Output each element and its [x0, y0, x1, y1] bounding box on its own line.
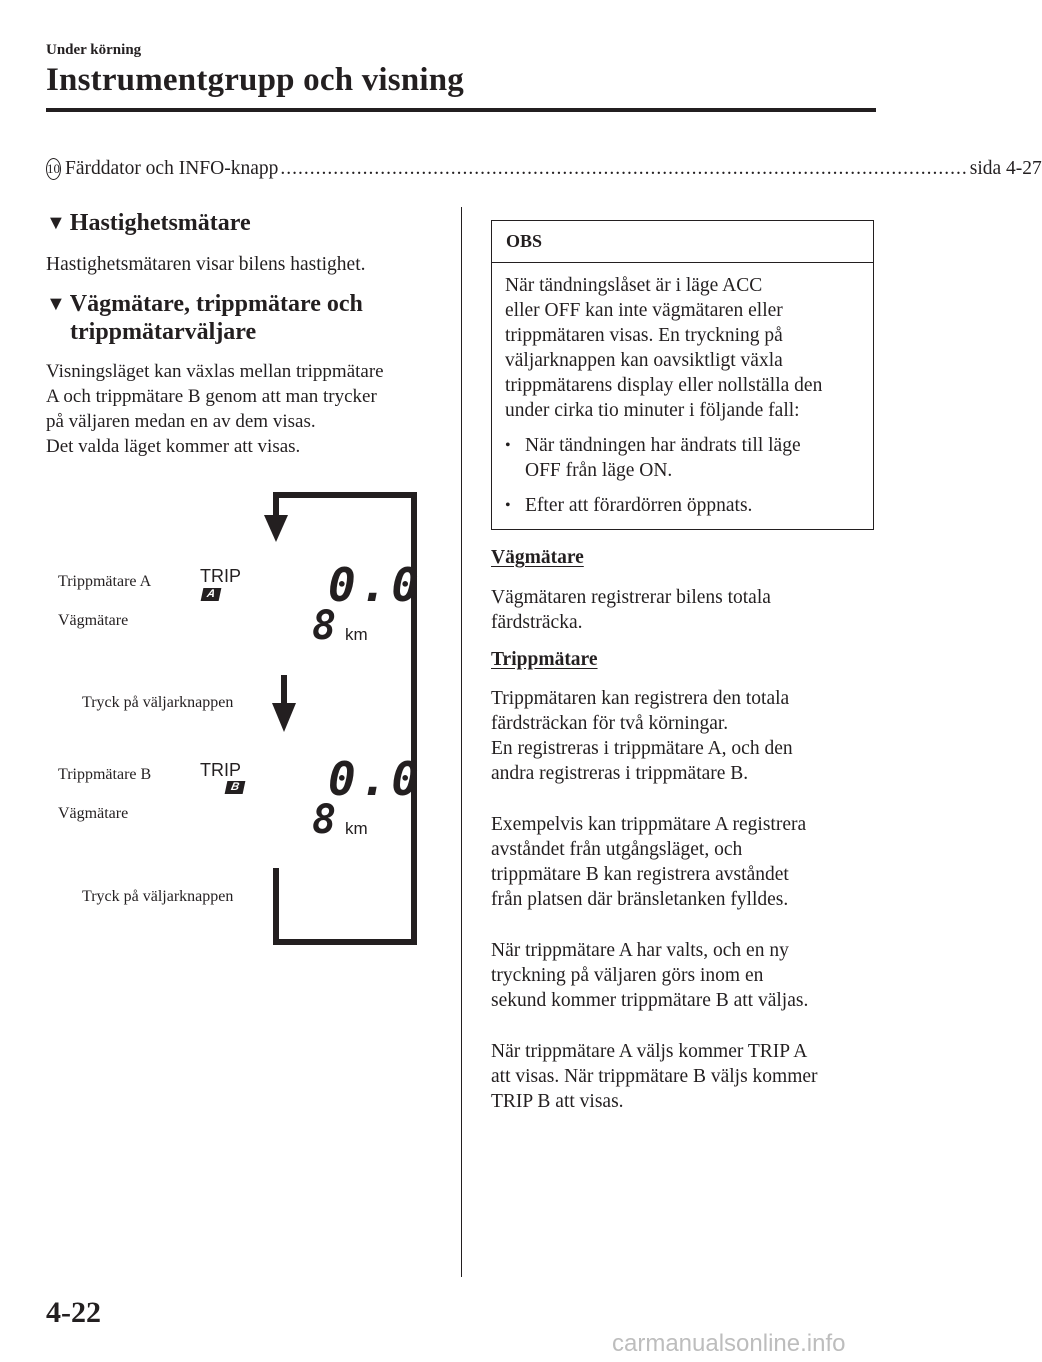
toc-entry[interactable] — [46, 158, 1042, 181]
label-trip-b: Trippmätare B — [58, 766, 152, 783]
header-rule — [46, 108, 876, 112]
page-number: 4-22 — [46, 1296, 101, 1329]
subheading-tripmeter: Trippmätare — [491, 649, 598, 670]
triangle-bullet-icon: ▼ — [46, 293, 66, 315]
section-label: Under körning — [46, 42, 142, 58]
tripmeter-text-1: Trippmätaren kan registrera den totala färdsträckan för två körningar. En registreras i trippmätare A, och den andra registreras i trippmätare B. — [491, 688, 793, 784]
odometer-text: Vägmätaren registrerar bilens totala färdsträcka. — [491, 587, 771, 633]
unit-km-2: km — [345, 819, 368, 838]
odometer-digit-2: 8 — [312, 797, 337, 843]
trip-a-badge: A — [201, 588, 222, 601]
bullet-dot-icon: • — [505, 497, 511, 514]
note-box — [491, 220, 874, 530]
label-odometer-2: Vägmätare — [58, 805, 129, 822]
toc-page-ref[interactable]: sida 4-27 — [969, 158, 1042, 179]
toc-leader-dots: ..................................................................................................................... — [280, 158, 968, 179]
bullet-dot-icon: • — [505, 437, 511, 454]
odometer-description: Visningsläget kan växlas mellan trippmätare A och trippmätare B genom att man trycker på väljaren medan en av dem visas. Det valda läget kommer att visas. — [46, 361, 384, 457]
heading-odometer: ▼ Vägmätare, trippmätare och — [46, 291, 363, 317]
label-press-selector-2: Tryck på väljarknappen — [82, 888, 234, 905]
heading-speedometer: ▼ Hastighetsmätare — [46, 210, 251, 236]
watermark: carmanualsonline.info — [612, 1330, 846, 1357]
tripmeter-text-4: När trippmätare A väljs kommer TRIP A att visas. När trippmätare B väljs kommer TRIP B att visas. — [491, 1041, 818, 1112]
toc-label: Färddator och INFO-knapp — [65, 158, 279, 179]
chapter-title: Instrumentgrupp och visning — [46, 62, 464, 98]
note-text: När tändningslåset är i läge ACC eller OFF kan inte vägmätaren eller trippmätaren visas. En tryckning på väljarknappen kan oavsiktligt växla trippmätarens display eller nollställa den under cirka tio minuter i följande fall: — [505, 275, 823, 421]
tripmeter-text-3: När trippmätare A har valts, och en ny tryckning på väljaren görs inom en sekund kommer trippmätare B att väljas. — [491, 940, 809, 1011]
note-title: OBS — [492, 221, 873, 263]
label-odometer-1: Vägmätare — [58, 612, 129, 629]
trip-indicator-b: TRIP — [200, 760, 242, 780]
column-divider — [461, 207, 462, 1277]
trip-indicator-a: TRIP — [200, 566, 242, 586]
odometer-digit-1: 8 — [312, 603, 337, 649]
label-trip-a: Trippmätare A — [58, 573, 152, 590]
heading-odometer-line2: trippmätarväljare — [70, 319, 257, 345]
label-press-selector-1: Tryck på väljarknappen — [82, 694, 234, 711]
speedometer-description: Hastighetsmätaren visar bilens hastighet. — [46, 254, 366, 275]
note-bullet-1: • När tändningen har ändrats till läge OFF från läge ON. — [505, 435, 801, 481]
item-number-badge: 10 — [46, 158, 61, 180]
trip-b-badge: B — [225, 781, 246, 794]
tripmeter-text-2: Exempelvis kan trippmätare A registrera avståndet från utgångsläget, och trippmätare B kan registrera avståndet från platsen där bränsletanken fylldes. — [491, 814, 807, 910]
unit-km-1: km — [345, 625, 368, 644]
note-bullet-2: • Efter att förardörren öppnats. — [505, 495, 753, 516]
trip-b-digits: 0.0 — [328, 752, 424, 806]
subheading-odometer: Vägmätare — [491, 547, 584, 568]
triangle-bullet-icon: ▼ — [46, 212, 66, 234]
trip-a-digits: 0.0 — [328, 558, 424, 612]
